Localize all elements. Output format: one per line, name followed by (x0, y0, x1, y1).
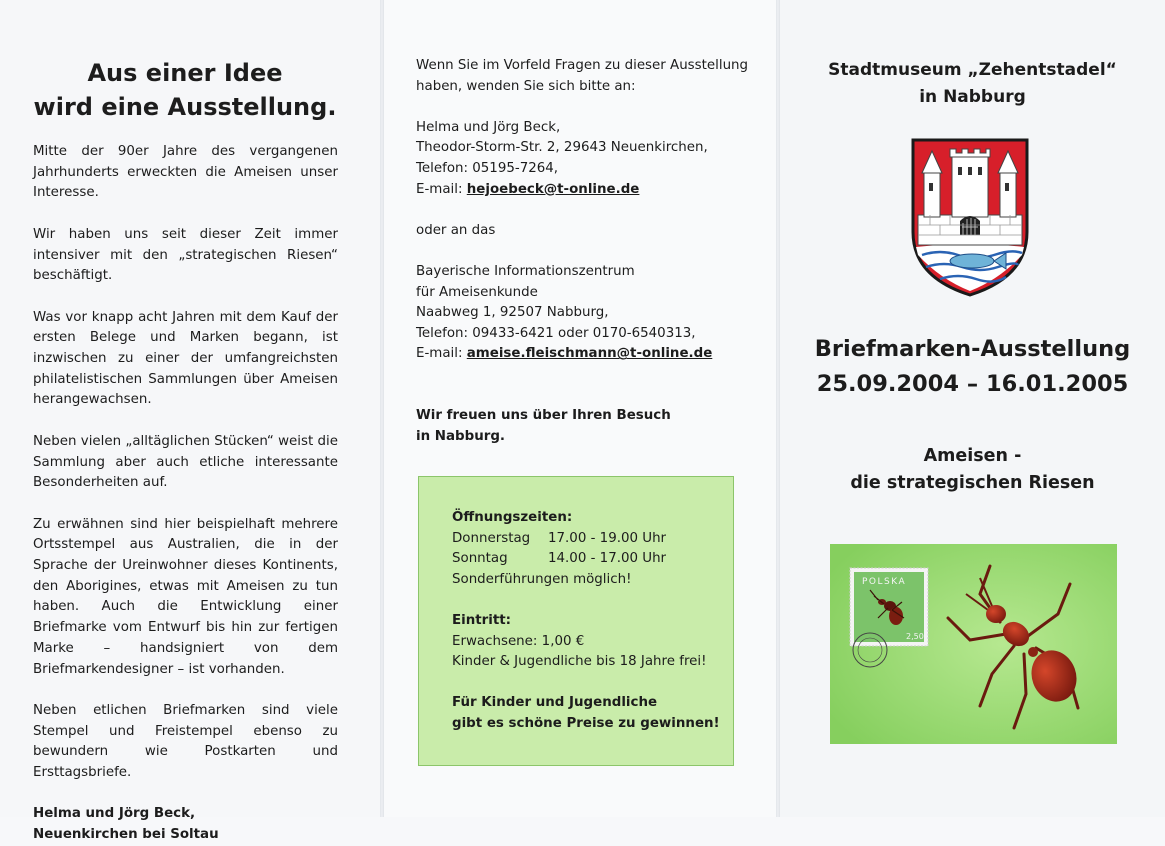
intro-paragraph: Was vor knapp acht Jahren mit dem Kauf der ersten Belege und Marken begann, ist inzwischen zu einer der umfangreichsten philatelistischen Sammlungen über Ameisen herangewachsen. (33, 309, 338, 408)
ant-maximum-card (830, 544, 1117, 744)
admission-heading: Eintritt: (452, 612, 512, 628)
intro-paragraph: Mitte der 90er Jahre des vergangenen Jahrhunderts erweckten die Ameisen unser Interesse. (33, 144, 338, 201)
hours-time: 14.00 - 17.00 Uhr (548, 551, 667, 567)
nabburg-coat-of-arms-icon (910, 137, 1030, 299)
intro-heading (20, 56, 350, 124)
subtitle-line: die strategischen Riesen (850, 473, 1095, 493)
contact1-email-line (416, 180, 761, 201)
left-panel (0, 0, 380, 843)
hours-heading: Öffnungszeiten: (452, 510, 573, 525)
hours-day: Donnerstag (452, 530, 531, 546)
exhibition-subtitle (780, 443, 1165, 497)
intro-heading-line1: Aus einer Idee (87, 59, 283, 87)
intro-paragraph: Neben etlichen Briefmarken sind viele Stempel und Freistempel ebenso zu bewundern wie Postkarten und Ersttagsbriefe. (33, 702, 338, 781)
postage-stamp (850, 568, 928, 646)
or-text: oder an das (416, 222, 496, 238)
contact2-phone: Telefon: 09433-6421 oder 0170-6540313, (416, 325, 696, 341)
contact-info (416, 56, 761, 447)
admission-adults: Erwachsene: 1,00 € (452, 633, 585, 649)
contact1-name: Helma und Jörg Beck, (416, 119, 561, 135)
exhibition-dates: 25.09.2004 – 16.01.2005 (816, 371, 1129, 397)
museum-name: Stadtmuseum „Zehentstadel“ (828, 60, 1117, 80)
exhibition-title (780, 332, 1165, 402)
contact1-email-link[interactable]: hejoebeck@t-online.de (466, 181, 640, 197)
email-label: E-mail: (416, 181, 467, 197)
stamp-country: POLSKA (862, 577, 907, 587)
middle-panel (384, 0, 776, 817)
subtitle-line: Ameisen - (923, 446, 1022, 466)
prize-text: gibt es schöne Preise zu gewinnen! (452, 715, 720, 731)
contact-intro: haben, wenden Sie sich bitte an: (416, 78, 636, 94)
tours-note: Sonderführungen möglich! (452, 571, 632, 587)
contact2-email-link[interactable]: ameise.fleischmann@t-online.de (466, 346, 713, 362)
signature-place: Neuenkirchen bei Soltau (33, 827, 219, 843)
stamp-value: 2,50 (906, 632, 924, 641)
museum-title (780, 57, 1165, 111)
admission-kids: Kinder & Jugendliche bis 18 Jahre frei! (452, 654, 707, 670)
intro-text (33, 142, 338, 846)
intro-paragraph: Zu erwähnen sind hier beispielhaft mehrere Ortsstempel aus Australien, die in der Sprache der Ureinwohner dieses Kontinents, den Aborigines, etwas mit Ameisen zu tun haben. Auch die Entwicklung einer Briefmarke vom Entwurf bis hin zur fertigen Marke – handsigniert von dem Briefmarkendesigner – ist vorhanden. (33, 516, 338, 677)
intro-heading-line2: wird eine Ausstellung. (33, 93, 337, 121)
hours-row (452, 549, 732, 570)
intro-paragraph: Wir haben uns seit dieser Zeit immer intensiver mit den „strategischen Riesen“ beschäftigt. (33, 226, 338, 284)
exhibition-name: Briefmarken-Ausstellung (814, 336, 1131, 362)
welcome-text: Wir freuen uns über Ihren Besuch (416, 408, 671, 424)
cover-panel (780, 0, 1165, 817)
hours-day: Sonntag (452, 551, 508, 567)
contact2-org: für Ameisenkunde (416, 284, 538, 300)
prize-text: Für Kinder und Jugendliche (452, 695, 658, 711)
email-label: E-mail: (416, 346, 467, 362)
museum-location: in Nabburg (919, 87, 1026, 107)
contact-intro: Wenn Sie im Vorfeld Fragen zu dieser Ausstellung (416, 58, 749, 73)
contact1-phone: Telefon: 05195-7264, (416, 160, 559, 176)
intro-paragraph: Neben vielen „alltäglichen Stücken“ weist die Sammlung aber auch etliche interessante Besonderheiten auf. (33, 433, 338, 491)
hours-time: 17.00 - 19.00 Uhr (548, 530, 667, 546)
contact2-org: Bayerische Informationszentrum (416, 263, 635, 279)
opening-hours-box (418, 476, 734, 766)
hours-row (452, 529, 732, 550)
signature-names: Helma und Jörg Beck, (33, 806, 196, 822)
contact2-address: Naabweg 1, 92507 Nabburg, (416, 305, 609, 321)
contact2-email-line (416, 344, 761, 365)
contact1-address: Theodor-Storm-Str. 2, 29643 Neuenkirchen, (416, 140, 708, 156)
signature (33, 804, 338, 845)
welcome-text: in Nabburg. (416, 428, 506, 444)
